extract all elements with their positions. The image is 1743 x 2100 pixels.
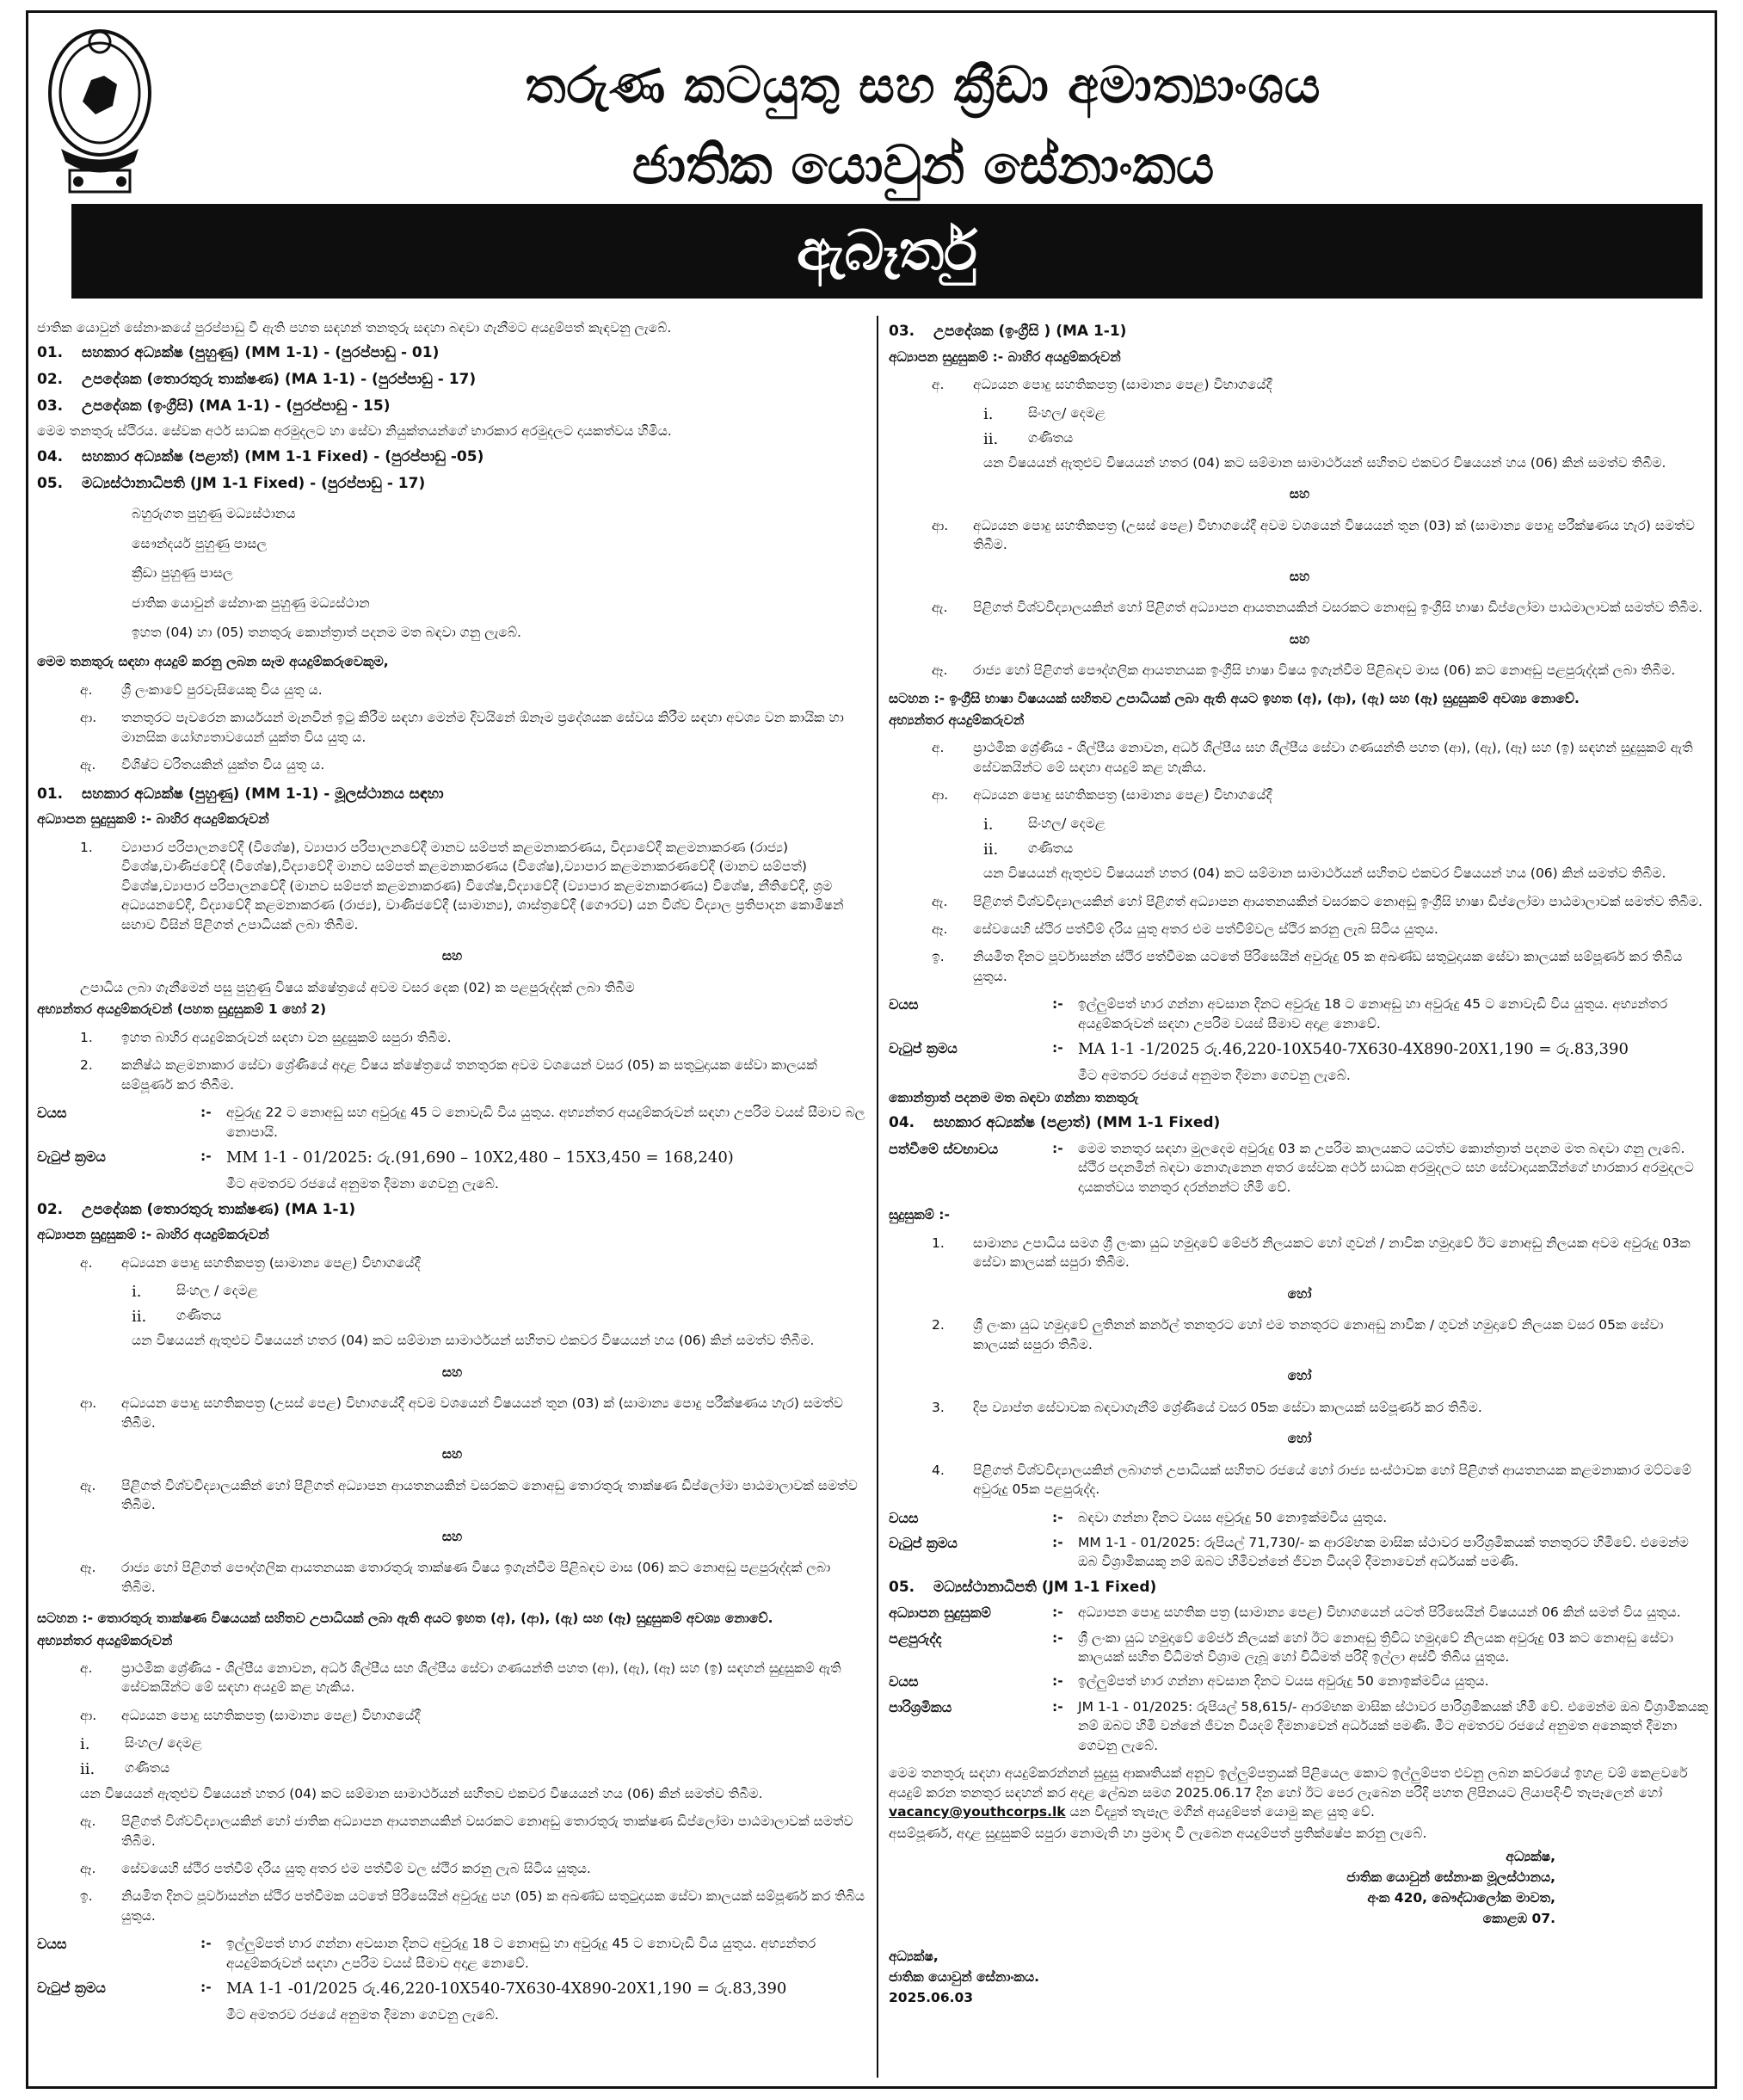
s03-int: ඉ. නියමිත දිනට පූර්වාසන්න ස්ථිර පත්වීමක යටතේ පිරිසෙයින් අවුරුදු 05 ක අඛණ්ඩ සතුටුදායක සේවා කාලයක් සම්පූර්ණ කර තිබිය යුතුය. (932, 949, 1683, 984)
advertisement-page (26, 10, 1717, 2089)
header (28, 13, 1715, 310)
s05-exp: පළපුරුද්ද :- ශ්‍රී ලංකා යුධ හමුදාවේ මේජර් නිලයක් හෝ ඊට නොඅඩු ත්‍රිවිධ හමුදාවේ නිලයක අවුරුදු 03 කට නොඅඩු සේවා කාලයක් සහිත විධිමත් විශ්‍රාම ලැබූ හෝ විධිමත් පරිදි ඉල්ලා අස්වී තිබිය යුතුය. (889, 1629, 1673, 1665)
left-column (37, 316, 867, 2086)
center-item: ක්‍රීඩා පුහුණු පාසල (132, 565, 233, 582)
or-label: හෝ (1287, 1285, 1312, 1302)
s02-salary: වැටුප් ක්‍රමය :- MA 1-1 -01/2025 රු.46,220-10X540-7X630-4X890-20X1,190 = රු.83,390 (37, 1980, 787, 1998)
s05-edu: අධ්‍යාපන සුදුසුකම් :- අධ්‍යාපන පොදු සහතික පත්‍ර (සාමාන්‍ය පෙළ) විභාගයෙන් යටත් පිරිසෙයින් විෂයයන් 06 කින් සමත් විය යුතුය. (889, 1604, 1681, 1622)
and-label: සහ (1289, 486, 1310, 502)
s02-int: ආ. අධ්‍යයන පොදු සහතිකපත්‍ර (සාමාන්‍ය පෙළ) විභාගයේදී (80, 1707, 421, 1723)
section-05-title: 05. මධ්‍යස්ථානාධිපති (JM 1-1 Fixed) (889, 1578, 1157, 1596)
ol-six: යන විෂයයන් ඇතුළුව විෂයයන් හතර (04) කට සම්මාන සාමාර්ථයන් සහිතව එකවර විෂයයන් හය (06) කින් සමත්ව තිබීම. (80, 1785, 763, 1801)
and-label: සහ (1289, 631, 1310, 647)
s03-note: සටහන :- ඉංග්‍රීසි භාෂා විෂයයක් සහිතව උපාධියක් ලබා ඇති අයට ඉහත (අ), (ආ), (ඇ) සහ (ඈ) සුදුසුකම් අවශ්‍ය නොවේ. (889, 690, 1580, 706)
s02-int: ඈ. සේවයෙහි ස්ථිර පත්වීම් දරිය යුතු අතර එම පත්වීම් වල ස්ථිර කරනු ලැබ සිටිය යුතුය. (80, 1860, 591, 1876)
allowance-note: මීට අමතරව රජයේ අනුමත දීමනා ගෙවනු ලැබේ. (1078, 1068, 1351, 1084)
center-item: ජාතික යොවුන් සේනාංක පුහුණු මධ්‍යස්ථාන (132, 594, 370, 611)
s04-qual-heading: සුදුසුකම් :- (889, 1207, 950, 1223)
subject: ii. ගණිතය (132, 1308, 222, 1327)
column-divider (877, 316, 878, 2078)
s03-age: වයස :- ඉල්ලුම්පත් භාර ගන්නා අවසාන දිනට අවුරුදු 18 ට නොඅඩු හා අවුරුදු 45 ට නොවැඩි විය යුතුය. අභ්‍යන්තර අයදුම්කරුවන් සඳහා උපරිම වයස් සීමාව අදාළ නොවේ. (889, 996, 1668, 1032)
email-link[interactable]: vacancy@youthcorps.lk (889, 1803, 1066, 1820)
ol-six: යන විෂයයන් ඇතුළුව විෂයයන් හතර (04) කට සම්මාන සාමාර්ථයන් සහිතව එකවර විෂයයන් හය (06) කින් සමත්ව තිබීම. (983, 865, 1666, 882)
s04-qual: 2. ශ්‍රී ලංකා යුධ හමුදාවේ ලුතිනන් කර්නල් තනතුරට හෝ එම තනතුරට නොඅඩු නාවික / ගුවන් හමුදාවේ නිලයක වසර 05ක සේවා කාලයක් සපුරා තිබීම. (932, 1317, 1664, 1352)
general-item: ආ. තනතුරට පැවරෙන කාර්යයන් මැනවින් ඉටු කිරීම සඳහා මෙන්ම දිවයිනේ ඕනෑම ප්‍රදේශයක සේවය කිරීම සඳහා අවශ්‍ය වන කායික හා මානසික යෝග්‍යතාවයෙන් යුක්ත විය යුතු ය. (80, 710, 844, 745)
allowance-note: මීට අමතරව රජයේ අනුමත දීමනා ගෙවනු ලැබේ. (226, 2007, 499, 2023)
and-label: සහ (1289, 568, 1310, 584)
s01-edu-heading: අධ්‍යාපන සුදුසුකම් :- බාහිර අයදුම්කරුවන් (37, 811, 269, 828)
s02-int: ඉ. නියමිත දිනට පූර්වාසන්න ස්ථිර පත්වීමක යටතේ පිරිසෙයින් අවුරුදු පහ (05) ක අඛණ්ඩ සතුටුදායක සේවා කාලයක් සම්පූර්ණ කර තිබිය යුතුය. (80, 1888, 865, 1924)
s02-int: ඇ. පිළිගත් විශ්වවිද්‍යාලයකින් හෝ ජාතික අධ්‍යාපන ආයතනයකින් වසරකට නොඅඩු තොරතුරු තාක්ෂණ ඩිප්ලෝමා පාඨමාලාවක් සමත්ව තිබීම. (80, 1814, 853, 1849)
center-item: බහුරුගත පුහුණු මධ්‍යස්ථානය (132, 506, 296, 522)
s03-internal-heading: අභ්‍යන්තර අයදුම්කරුවන් (889, 711, 1025, 728)
apply-instructions: මෙම තනතුරු සඳහා අයදුම්කරන්නන් සුදුසු ආකෘතියක් අනුව ඉල්ලුම්පත්‍රයක් පිළියෙල කොට ඉල්ලුම්පත එවනු ලබන කවරයේ ඉහළ වම් කෙළවරේ අයදුම් කරන තනතුර සඳහන් කර අදාළ ලේඛන සමග 2025.06.17 දින හෝ ඊට පෙර ලැබෙන පරිදි පහත ලිපිනයට ලියාපදිංචි තැපෑලෙන් හෝ vacancy@youthcorps.lk යන විද්‍යුත් තැපෑල මගින් අයදුම්පත් යොමු කළ යුතු වේ. (889, 1765, 1688, 1820)
s03-exp: ඈ. රාජ්‍ය හෝ පිළිගත් පෞද්ගලික ආයතනයක ඉංග්‍රීසි භාෂා විෂය ඉගැන්වීම පිළිබඳව මාස (06) කට නොඅඩු පළපුරුද්දක් ලබා තිබීම. (932, 662, 1676, 679)
allowance-note: මීට අමතරව රජයේ අනුමත දීමනා ගෙවනු ලැබේ. (226, 1176, 499, 1192)
center-item: සෞන්දර්ය පුහුණු පාසල (132, 535, 268, 551)
subject: ii. ගණිතය (983, 429, 1074, 448)
ol-six: යන විෂයයන් ඇතුළුව විෂයයන් හතර (04) කට සම්මාන සාමාර්ථයන් සහිතව එකවර විෂයයන් හය (06) කින් සමත්ව තිබීම. (983, 454, 1666, 471)
s05-age: වයස :- ඉල්ලුම්පත් භාර ගන්නා අවසාන දිනට වයස අවුරුදු 50 නොඉක්මවිය යුතුය. (889, 1673, 1489, 1690)
vacancies-banner: ඇබෑර්තු (71, 204, 1703, 299)
s04-salary: වැටුප් ක්‍රමය :- MM 1-1 - 01/2025: රුපියල් 71,730/- ක ආරම්භක මාසික ස්ථාවර පාරිශ්‍රමිකයක් තනතුරට හිමිවේ. එමෙන්ම ඔබ විශ්‍රාමිකයකු නම් ඔබට හිමිවන්නේ ජීවන වියදම් දීමනාවෙන් අර්ධයක් පමණි. (889, 1534, 1689, 1570)
contract-note: ඉහත (04) හා (05) තනතුරු කොන්ත්‍රාත් පදනම මත බඳවා ගනු ලැබේ. (132, 625, 521, 641)
s03-int: ඇ. පිළිගත් විශ්වවිද්‍යාලයකින් හෝ පිළිගත් අධ්‍යාපන ආයතනයකින් වසරකට නොඅඩු ඉංග්‍රීසි භාෂා ඩිප්ලෝමා පාඨමාලාවක් සමත්ව තිබීම. (932, 893, 1703, 909)
s01-internal-heading: අභ්‍යන්තර අයදුම්කරුවන් (පහත සුදුසුකම් 1 හෝ 2) (37, 1001, 327, 1018)
subject: ii. ගණිතය (983, 840, 1074, 859)
s05-pay: පාරිශ්‍රමිකය :- JM 1-1 - 01/2025: රුපියල් 58,615/- ආරම්භක මාසික ස්ථාවර පාරිශ්‍රමිකයක් හිමි වේ. එමෙන්ම ඔබ විශ්‍රාමිකයකු නම් ඔබට හිමි වන්නේ ජීවන වියදම් දීමනාවෙන් අර්ධයක් පමණි. මීට අමතරව රජයේ අනුමත අනෙකුත් දීමනා ගෙවනු ලැබේ. (889, 1698, 1709, 1753)
s02-int: අ. ප්‍රාථමික ශ්‍රේණිය - ශිල්පීය නොවන, අර්ධ ශිල්පීය සහ ශිල්පීය සේවා ගණයන්ති පහත (ආ), (ඇ), (ඈ) සහ (ඉ) සඳහන් සුදුසුකම් ඇති සේවකයින්ට මේ සඳහා අයදුම් කළ හැකිය. (80, 1660, 841, 1696)
s04-age: වයස :- බඳවා ගන්නා දිනට වයස අවුරුදු 50 නොඉක්මවිය යුතුය. (889, 1509, 1388, 1526)
s03-ol: අ. අධ්‍යයන පොදු සහතිකපත්‍ර (සාමාන්‍ය පෙළ) විභාගයේදී (932, 377, 1272, 393)
s02-dip: ඇ. පිළිගත් විශ්වවිද්‍යාලයකින් හෝ පිළිගත් අධ්‍යාපන ආයතනයකින් වසරකට නොඅඩු තොරතුරු තාක්ෂණ ඩිප්ලෝමා පාඨමාලාවක් සමත්ව තිබීම. (80, 1477, 858, 1513)
post-item: 05. මධ්‍යස්ථානාධිපති (JM 1-1 Fixed) - (පුරප්පාඩු - 17) (37, 474, 426, 492)
address-block: අධ්‍යක්ෂ, ජාතික යොවුන් සේනාංක මූලස්ථානය, අංක 420, බෞද්ධාලෝක මාවත, කොළඹ 07. (1346, 1848, 1555, 1926)
subject: i. සිංහල / දෙමළ (132, 1283, 258, 1302)
subject: i. සිංහල/ දෙමළ (983, 404, 1106, 423)
s02-ol: අ. අධ්‍යයන පොදු සහතිකපත්‍ර (සාමාන්‍ය පෙළ) විභාගයේදී (80, 1254, 421, 1271)
reject-note: අසම්පූර්ණ, අදාළ සුදුසුකම් සපුරා නොමැති හා ප්‍රමාද වී ලැබෙන අයදුම්පත් ප්‍රතික්ෂේප කරනු ලැබේ. (889, 1826, 1427, 1842)
and-label: සහ (441, 1364, 463, 1380)
s02-note: සටහන :- තොරතුරු තාක්ෂණ විෂයයක් සහිතව උපාධියක් ලබා ඇති අයට ඉහත (අ), (ආ), (ඇ) සහ (ඈ) සුදුසුකම් අවශ්‍ය නොවේ. (37, 1610, 773, 1627)
and-label: සහ (441, 1528, 463, 1544)
s03-al: ආ. අධ්‍යයන පොදු සහතිකපත්‍ර (උසස් පෙළ) විභාගයේදී අවම වශයෙන් විෂයයන් තුන (03) ක් (සාමාන්‍ය පොදු පරීක්ෂණය හැර) සමත්ව තිබීම. (932, 517, 1695, 553)
section-01-title: 01. සහකාර අධ්‍යක්ෂ (පුහුණු) (MM 1-1) - මූලස්ථානය සඳහා (37, 785, 444, 803)
or-label: හෝ (1287, 1368, 1312, 1384)
s02-exp: ඈ. රාජ්‍ය හෝ පිළිගත් පෞද්ගලික ආයතනයක තොරතුරු තාක්ෂණ විෂය ඉගැන්වීම පිළිබඳව මාස (06) කට නොඅඩු පළපුරුද්දක් ලබා තිබීම. (80, 1560, 831, 1595)
s03-edu-heading: අධ්‍යාපන සුදුසුකම් :- බාහිර අයදුම්කරුවන් (889, 348, 1121, 365)
s04-qual: 3. දිප ව්‍යාප්ත සේවාවක බඳවාගැනීම් ශ්‍රේණියේ වසර 05ක සේවා කාලයක් සම්පූර්ණ කර තිබීම. (932, 1399, 1482, 1415)
s02-al: ආ. අධ්‍යයන පොදු සහතිකපත්‍ර (උසස් පෙළ) විභාගයේදී අවම වශයෙන් විෂයයන් තුන (03) ක් (සාමාන්‍ය පොදු පරීක්ෂණය හැර) සමත්ව තිබීම. (80, 1395, 843, 1431)
and-label: සහ (441, 1446, 463, 1463)
s03-int: ඈ. සේවයෙහි ස්ථිර පත්වීම් දරිය යුතු අතර එම පත්වීම්වල ස්ථිර කරනු ලැබ සිටිය යුතුය. (932, 921, 1438, 937)
signature-block: අධ්‍යක්ෂ, ජාතික යොවුන් සේනාංකය. 2025.06.03 (889, 1948, 1040, 2006)
s04-qual: 4. පිළිගත් විශ්වවිද්‍යාලයකින් ලබාගත් උපාධියක් සහිතව රජයේ හෝ රාජ්‍ය සංස්ථාවක හෝ පිළිගත් ආයතනයක කළමනාකාර මට්ටමේ අවුරුදු 05ක පළපුරුද්ද. (932, 1462, 1691, 1498)
section-02-title: 02. උපදේශක (තොරතුරු තාක්ෂණ) (MA 1-1) (37, 1200, 356, 1218)
contract-heading: කොන්ත්‍රාත් පදනම මත බඳවා ගන්නා තනතුරු (889, 1089, 1139, 1105)
s01-internal-item: 1. ඉහත බාහිර අයදුම්කරුවන් සඳහා වන සුදුසුකම් සපුරා තිබීම. (80, 1029, 452, 1045)
section-03-title: 03. උපදේශක (ඉංග්‍රීසි ) (MA 1-1) (889, 323, 1127, 340)
s04-qual: 1. සාමාන්‍ය උපාධිය සමග ශ්‍රී ලංකා යුධ හමුදාවේ මේජර් නිලයකට හෝ ගුවන් / නාවික හමුදාවේ ඊට නොඅඩු නිලයක අවම අවුරුදු 03ක සේවා කාලයක් සපුරා තිබීම. (932, 1235, 1691, 1271)
s01-internal-item: 2. කනිෂ්ඨ කළමනාකාර සේවා ශ්‍රේණියේ අදාළ විෂය ක්ෂේත්‍රයේ තනතුරක අවම වශයෙන් වසර (05) ක සතුටුදායක සේවා කාලයක් සම්පූර්ණ කර තිබීම. (80, 1057, 817, 1093)
and-label: සහ (441, 948, 463, 964)
s01-salary: වැටුප් ක්‍රමය :- MM 1-1 - 01/2025: රු.(91,690 – 10X2,480 – 15X3,450 = 168,240) (37, 1149, 734, 1167)
s01-degree: 1. ව්‍යාපාර පරිපාලනවේදී (විශේෂ), ව්‍යාපාර පරිපාලනවේදී මානව සම්පත් කළමනාකරණය, විද්‍යාවේදී කළමනාකරණ (රාජ්‍ය) විශේෂ,වාණිජවේදී (විශේෂ),විද්‍යාවේදී මානව සම්පත් කළමනාකරණය (විශේෂ),ව්‍යාපාර කළමනාකරණවේදී (මානව සම්පත්) විශේෂ,ව්‍යාපාර පරිපාලනවේදී (මානව සම්පත් කළමනාකරණ) විශේෂ,විද්‍යාවේදී (ව්‍යාපාර කළමනාකරණය) විශේෂ, නීතිවේදී, ශ්‍රම අධ්‍යයනවේදී, විද්‍යාවේදී කළමනාකරණ (රාජ්‍ය), වාණිජවේදී (සාමාන්‍ය), ශාස්ත්‍රවේදී (ගෞරව) යන විශ්ව විද්‍යාල ප්‍රතිපාදන කොමිෂන් සභාව විසින් පිළිගත් උපාධියක් ලබා තිබීම. (80, 839, 844, 933)
general-item: ඇ. විශිෂ්ට චරිතයකින් යුක්ත විය යුතු ය. (80, 757, 325, 773)
ol-six: යන විෂයයන් ඇතුළුව විෂයයන් හතර (04) කට සම්මාන සාමාර්ථයන් සහිතව එකවර විෂයයන් හය (06) කින් සමත්ව තිබීම. (132, 1333, 815, 1349)
general-item: අ. ශ්‍රී ලංකාවේ පුරවැසියෙකු විය යුතු ය. (80, 681, 323, 698)
s01-age: වයස :- අවුරුදු 22 ට නොඅඩු සහ අවුරුදු 45 ට නොවැඩි විය යුතුය. අභ්‍යන්තර අයදුම්කරුවන් සඳහා උපරිම වයස් සීමාව බල නොපායි. (37, 1105, 865, 1140)
post-item: 04. සහකාර අධ්‍යක්ෂ (පළාත්) (MM 1-1 Fixed) - (පුරප්පාඩු -05) (37, 447, 484, 465)
s03-salary: වැටුප් ක්‍රමය :- MA 1-1 -1/2025 රු.46,220-10X540-7X630-4X890-20X1,190 = රු.83,390 (889, 1040, 1629, 1059)
general-heading: මෙම තනතුරු සඳහා අයදුම් කරනු ලබන සෑම අයදුම්කරුවෙකුම, (37, 654, 389, 670)
post-item: 02. උපදේශක (තොරතුරු තාක්ෂණ) (MA 1-1) - (පුරප්පාඩු - 17) (37, 371, 477, 389)
post-item: 03. උපදේශක (ඉංග්‍රීසි) (MA 1-1) - (පුරප්පාඩු - 15) (37, 397, 391, 415)
post-item: 01. සහකාර අධ්‍යක්ෂ (පුහුණු) (MM 1-1) - (පුරප්පාඩු - 01) (37, 344, 440, 362)
s01-after: උපාධිය ලබා ගැනීමෙන් පසු පුහුණු විෂය ක්ෂේත්‍රයේ අවම වසර දෙක (02) ක පළපුරුද්දක් ලබා තිබීම (80, 979, 635, 995)
s03-int: ආ. අධ්‍යයන පොදු සහතිකපත්‍ර (සාමාන්‍ය පෙළ) විභාගයේදී (932, 787, 1272, 804)
s02-edu-heading: අධ්‍යාපන සුදුසුකම් :- බාහිර අයදුම්කරුවන් (37, 1227, 269, 1243)
ministry-title: තරුණ කටයුතු සහ ක්‍රීඩා අමාත්‍යාංශය (525, 56, 1321, 114)
s02-age: වයස :- ඉල්ලුම්පත් භාර ගන්නා අවසාන දිනට අවුරුදු 18 ට නොඅඩු හා අවුරුදු 45 ට නොවැඩි විය යුතුය. අභ්‍යන්තර අයදුම්කරුවන් සඳහා උපරිම වයස් සීමාව අදාළ නොවේ. (37, 1936, 816, 1971)
permanent-note: මෙම තනතුරු ස්ථිරය. සේවක අර්ථ සාධක අරමුදලට හා සේවා නියුක්තයන්ගේ භාරකාර අරමුදලට දායකත්වය හිමිය. (37, 423, 672, 440)
s02-internal-heading: අභ්‍යන්තර අයදුම්කරුවන් (37, 1632, 173, 1648)
subject: i. සිංහල/ දෙමළ (80, 1735, 202, 1754)
subject: i. සිංහල/ දෙමළ (983, 815, 1106, 834)
intro-text: ජාතික යොවුන් සේනාංකයේ පුරප්පාඩු වී ඇති පහත සඳහන් තනතුරු සඳහා බඳවා ගැනීමට අයදුම්පත් කැඳවනු ලැබේ. (37, 320, 672, 336)
organization-title: ජාතික යොවුන් සේනාංකය (631, 133, 1215, 196)
subject: ii. ගණිතය (80, 1760, 170, 1779)
s03-int: අ. ප්‍රාථමික ශ්‍රේණිය - ශිල්පීය නොවන, අර්ධ ශිල්පීය සහ ශිල්පීය සේවා ගණයන්ති පහත (ආ), (ඇ), (ඈ) සහ (ඉ) සඳහන් සුදුසුකම් ඇති සේවකයින්ට මේ සඳහා අයදුම් කළ හැකිය. (932, 740, 1693, 775)
right-column (889, 316, 1710, 2086)
or-label: හෝ (1287, 1431, 1312, 1447)
section-04-title: 04. සහකාර අධ්‍යක්ෂ (පළාත්) (MM 1-1 Fixed) (889, 1114, 1221, 1132)
s04-nature: පත්වීමේ ස්වභාවය :- මෙම තනතුර සඳහා මුලදෙම අවුරුදු 03 ක උපරිම කාලයකට යටත්ව කොන්ත්‍රාත් පදනම මත බඳවා ගනු ලැබේ. ස්ථිර පදනමින් බඳවා නොගැනෙන අතර සේවක අර්ථ සාධක අරමුදලට සහ සේවාදායකයින්ගේ භාරකාර අරමුදලට දායකත්වය තනතුර දරන්නන්ට හිමි වේ. (889, 1141, 1694, 1195)
s03-dip: ඇ. පිළිගත් විශ්වවිද්‍යාලයකින් හෝ පිළිගත් අධ්‍යාපන ආයතනයකින් වසරකට නොඅඩු ඉංග්‍රීසි භාෂා ඩිප්ලෝමා පාඨමාලාවක් සමත්ව තිබීම. (932, 600, 1703, 616)
